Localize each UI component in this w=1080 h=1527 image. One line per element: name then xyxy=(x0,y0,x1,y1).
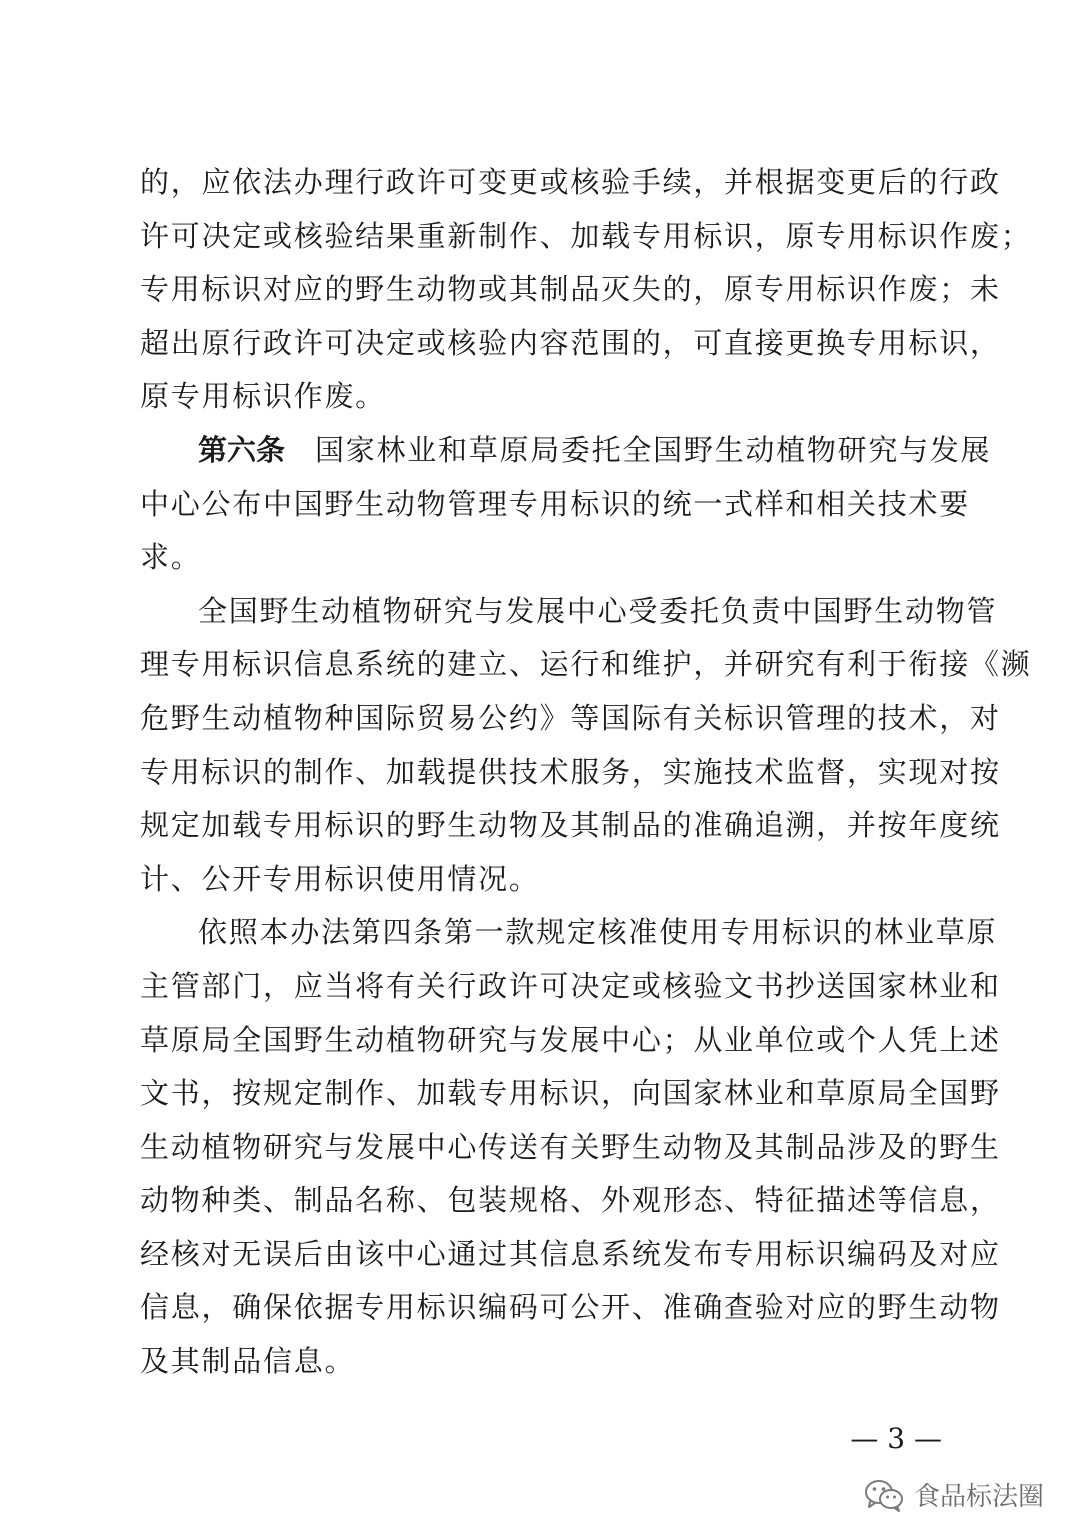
text-line: 危野生动植物种国际贸易公约》等国际有关标识管理的技术，对 xyxy=(140,700,1001,735)
text-line: 原专用标识作废。 xyxy=(140,379,386,414)
text-line: 草原局全国野生动植物研究与发展中心；从业单位或个人凭上述 xyxy=(140,1022,1001,1057)
text-line: 全国野生动植物研究与发展中心受委托负责中国野生动物管 xyxy=(198,593,998,628)
text-line: 中心公布中国野生动物管理专用标识的统一式样和相关技术要 xyxy=(140,486,970,521)
text-line: 经核对无误后由该中心通过其信息系统发布专用标识编码及对应 xyxy=(140,1236,1001,1271)
text-line: 的，应依法办理行政许可变更或核验手续，并根据变更后的行政 xyxy=(140,165,1001,199)
text-line: 信息，确保依据专用标识编码可公开、准确查验对应的野生动物 xyxy=(140,1290,1001,1325)
wechat-icon xyxy=(864,1478,904,1512)
document-body xyxy=(140,156,1032,1389)
paragraph xyxy=(140,906,1001,1388)
text-line: 许可决定或核验结果重新制作、加载专用标识，原专用标识作废； xyxy=(140,218,1032,253)
watermark-text: 食品标法圈 xyxy=(913,1482,1044,1512)
text-line: 计、公开专用标识使用情况。 xyxy=(140,861,540,896)
text-line xyxy=(140,424,992,478)
text-line: 文书，按规定制作、加载专用标识，向国家林业和草原局全国野 xyxy=(140,1076,1001,1111)
article-heading: 第六条 xyxy=(198,432,286,467)
text-line: 求。 xyxy=(140,540,202,575)
text-line: 超出原行政许可决定或核验内容范围的，可直接更换专用标识， xyxy=(140,325,1001,360)
page-number: — 3 — xyxy=(850,1422,942,1455)
paragraph xyxy=(140,585,1032,907)
text-line: 动物种类、制品名称、包装规格、外观形态、特征描述等信息， xyxy=(140,1183,1001,1218)
paragraph-article-6 xyxy=(140,424,992,585)
text-line: 依照本办法第四条第一款规定核准使用专用标识的林业草原 xyxy=(198,915,998,950)
text-line: 理专用标识信息系统的建立、运行和维护，并研究有利于衔接《濒 xyxy=(140,647,1032,682)
text-line: 专用标识的制作、加载提供技术服务，实施技术监督，实现对按 xyxy=(140,754,1001,789)
text-line: 规定加载专用标识的野生动物及其制品的准确追溯，并按年度统 xyxy=(140,808,1001,843)
text-line: 生动植物研究与发展中心传送有关野生动物及其制品涉及的野生 xyxy=(140,1129,1001,1164)
article-text: 国家林业和草原局委托全国野生动植物研究与发展 xyxy=(315,432,992,467)
watermark xyxy=(864,1476,1044,1513)
text-line: 主管部门，应当将有关行政许可决定或核验文书抄送国家林业和 xyxy=(140,968,1001,1003)
paragraph xyxy=(140,156,1032,424)
text-line: 专用标识对应的野生动物或其制品灭失的，原专用标识作废；未 xyxy=(140,272,1001,307)
text-line: 及其制品信息。 xyxy=(140,1344,356,1379)
